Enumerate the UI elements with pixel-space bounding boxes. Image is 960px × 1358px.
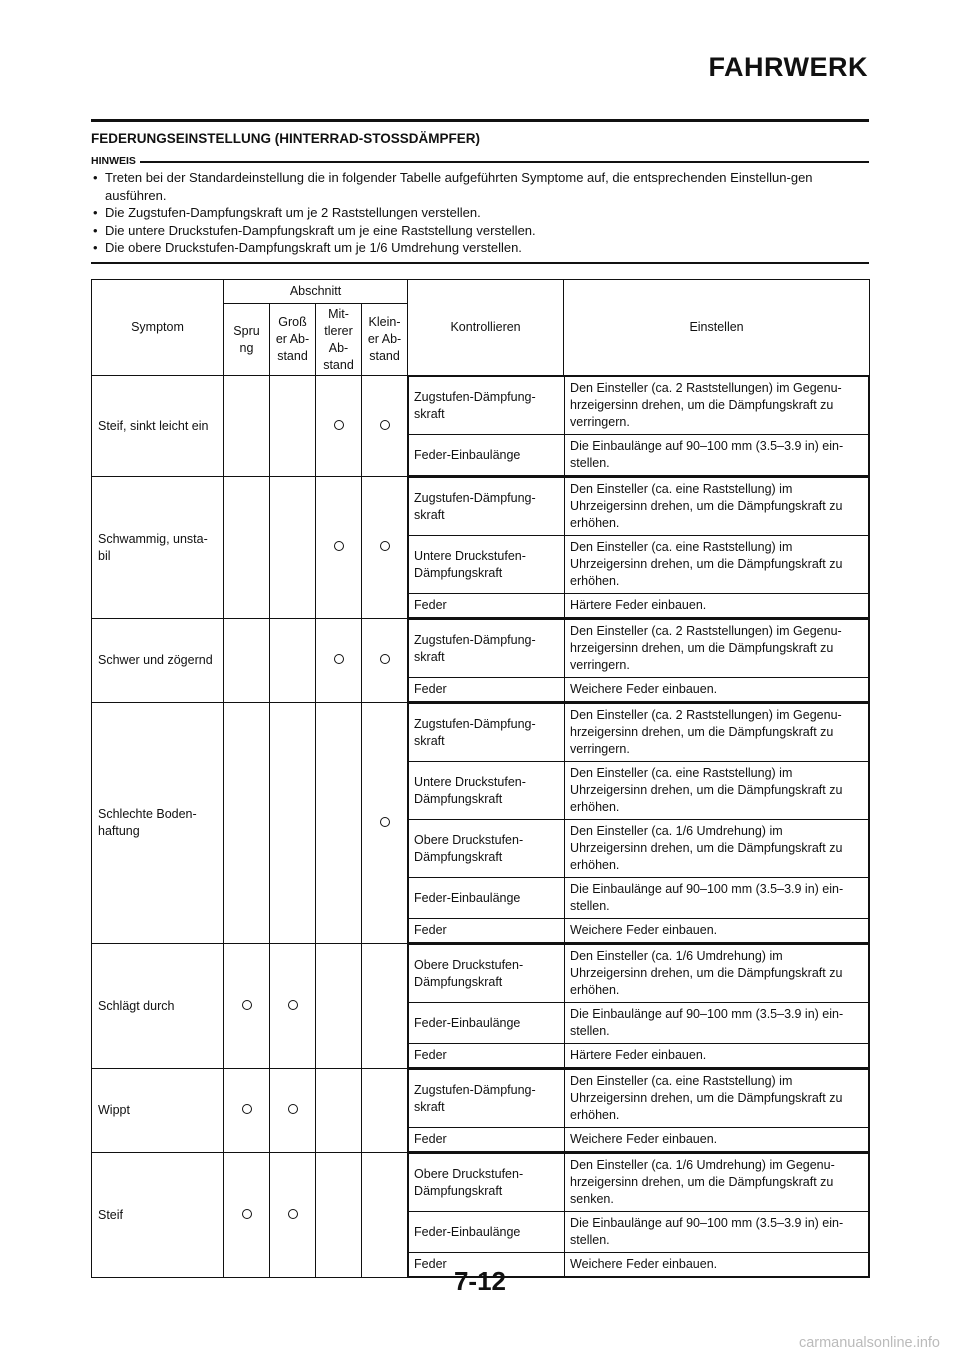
symptom-cell: Schlechte Boden-haftung: [92, 703, 224, 944]
check-adjust-list: [408, 1153, 869, 1277]
check-adjust-item: [409, 704, 869, 762]
section-mark-cell: [224, 944, 270, 1069]
note-list: [91, 169, 869, 257]
circle-icon: [288, 1104, 298, 1114]
section-mark-cell: [362, 376, 408, 477]
adjust-text: Den Einsteller (ca. 2 Raststellungen) im Gegenu-hrzeigersinn drehen, um die Dämpfungskraft zu verringern.: [565, 620, 869, 678]
adjust-text: Den Einsteller (ca. 1/6 Umdrehung) im Uhrzeigersinn drehen, um die Dämpfungskraft zu erhöhen.: [565, 945, 869, 1003]
check-text: Feder-Einbaulänge: [409, 1212, 565, 1253]
header-gross: Groß er Ab-stand: [270, 304, 316, 376]
header-kleiner: Klein-er Ab-stand: [362, 304, 408, 376]
circle-icon: [380, 654, 390, 664]
adjust-text: Härtere Feder einbauen.: [565, 1044, 869, 1068]
section-mark-cell: [362, 944, 408, 1069]
adjust-text: Weichere Feder einbauen.: [565, 1253, 869, 1277]
symptom-cell: Schlägt durch: [92, 944, 224, 1069]
note-item: • Treten bei der Standardeinstellung die in folgender Tabelle aufgeführten Symptome auf, die entsprechenden Einstellun-gen ausführen.: [91, 169, 869, 204]
note-label: HINWEIS: [91, 155, 136, 167]
circle-icon: [288, 1000, 298, 1010]
check-adjust-item: [409, 878, 869, 919]
check-adjust-list: [408, 703, 869, 943]
check-adjust-item: [409, 435, 869, 476]
check-adjust-item: [409, 1044, 869, 1068]
check-adjust-item: [409, 377, 869, 435]
header-sprung: Spru ng: [224, 304, 270, 376]
check-text: Obere Druckstufen-Dämpfungskraft: [409, 945, 565, 1003]
check-text: Obere Druckstufen-Dämpfungskraft: [409, 1154, 565, 1212]
section-mark-cell: [316, 619, 362, 703]
note-rule-top: [140, 161, 869, 163]
table-row: [92, 376, 870, 477]
circle-icon: [334, 541, 344, 551]
section-mark-cell: [316, 1069, 362, 1153]
adjust-text: Härtere Feder einbauen.: [565, 594, 869, 618]
check-text: Zugstufen-Dämpfung-skraft: [409, 704, 565, 762]
header-section: Abschnitt: [224, 280, 408, 304]
adjust-text: Die Einbaulänge auf 90–100 mm (3.5–3.9 in) ein-stellen.: [565, 878, 869, 919]
check-text: Feder-Einbaulänge: [409, 435, 565, 476]
section-mark-cell: [224, 1153, 270, 1278]
check-text: Feder-Einbaulänge: [409, 878, 565, 919]
adjust-text: Die Einbaulänge auf 90–100 mm (3.5–3.9 in) ein-stellen.: [565, 1003, 869, 1044]
check-text: Untere Druckstufen-Dämpfungskraft: [409, 536, 565, 594]
check-text: Untere Druckstufen-Dämpfungskraft: [409, 762, 565, 820]
section-mark-cell: [316, 376, 362, 477]
section-mark-cell: [270, 703, 316, 944]
header-mittlerer: Mit-tlerer Ab-stand: [316, 304, 362, 376]
section-mark-cell: [362, 619, 408, 703]
check-adjust-item: [409, 1154, 869, 1212]
table-row: [92, 619, 870, 703]
check-adjust-item: [409, 762, 869, 820]
check-adjust-cell: [408, 1069, 870, 1153]
check-adjust-item: [409, 919, 869, 943]
symptom-cell: Wippt: [92, 1069, 224, 1153]
check-adjust-cell: [408, 1153, 870, 1278]
adjust-text: Die Einbaulänge auf 90–100 mm (3.5–3.9 in) ein-stellen.: [565, 1212, 869, 1253]
check-adjust-cell: [408, 944, 870, 1069]
adjust-text: Weichere Feder einbauen.: [565, 919, 869, 943]
header-symptom: Symptom: [92, 280, 224, 376]
check-adjust-list: [408, 477, 869, 618]
section-mark-cell: [224, 376, 270, 477]
symptom-cell: Steif: [92, 1153, 224, 1278]
check-text: Zugstufen-Dämpfung-skraft: [409, 478, 565, 536]
table-row: [92, 1153, 870, 1278]
section-mark-cell: [362, 1153, 408, 1278]
check-text: Feder: [409, 1044, 565, 1068]
suspension-settings-table: [91, 279, 870, 1278]
note-item: • Die Zugstufen-Dampfungskraft um je 2 Raststellungen verstellen.: [91, 204, 869, 222]
check-adjust-item: [409, 1212, 869, 1253]
table-row: [92, 944, 870, 1069]
header-check: Kontrollieren: [408, 280, 564, 376]
check-adjust-list: [408, 1069, 869, 1152]
circle-icon: [334, 654, 344, 664]
circle-icon: [242, 1000, 252, 1010]
check-adjust-list: [408, 376, 869, 476]
section-mark-cell: [362, 477, 408, 619]
circle-icon: [288, 1209, 298, 1219]
section-mark-cell: [224, 619, 270, 703]
section-mark-cell: [316, 477, 362, 619]
check-adjust-item: [409, 678, 869, 702]
adjust-text: Den Einsteller (ca. eine Raststellung) im Uhrzeigersinn drehen, um die Dämpfungskraft zu erhöhen.: [565, 1070, 869, 1128]
page-number: 7-12: [453, 1266, 507, 1296]
circle-icon: [334, 420, 344, 430]
check-text: Feder: [409, 678, 565, 702]
adjust-text: Die Einbaulänge auf 90–100 mm (3.5–3.9 in) ein-stellen.: [565, 435, 869, 476]
symptom-cell: Steif, sinkt leicht ein: [92, 376, 224, 477]
adjust-text: Den Einsteller (ca. 1/6 Umdrehung) im Uhrzeigersinn drehen, um die Dämpfungskraft zu erhöhen.: [565, 820, 869, 878]
check-adjust-cell: [408, 703, 870, 944]
adjust-text: Den Einsteller (ca. 2 Raststellungen) im Gegenu-hrzeigersinn drehen, um die Dämpfungskraft zu verringern.: [565, 377, 869, 435]
check-adjust-item: [409, 1070, 869, 1128]
section-mark-cell: [316, 944, 362, 1069]
adjust-text: Den Einsteller (ca. eine Raststellung) im Uhrzeigersinn drehen, um die Dämpfungskraft zu erhöhen.: [565, 478, 869, 536]
check-text: Feder: [409, 594, 565, 618]
section-mark-cell: [270, 1069, 316, 1153]
check-text: Zugstufen-Dämpfung-skraft: [409, 620, 565, 678]
table-row: [92, 477, 870, 619]
check-adjust-list: [408, 944, 869, 1068]
check-adjust-cell: [408, 376, 870, 477]
section-mark-cell: [270, 944, 316, 1069]
check-adjust-item: [409, 536, 869, 594]
check-adjust-item: [409, 820, 869, 878]
check-text: Feder: [409, 1128, 565, 1152]
check-adjust-cell: [408, 619, 870, 703]
check-text: Feder: [409, 919, 565, 943]
watermark: carmanualsonline.info: [798, 1335, 940, 1351]
check-adjust-item: [409, 1128, 869, 1152]
check-adjust-item: [409, 478, 869, 536]
check-adjust-cell: [408, 477, 870, 619]
circle-icon: [242, 1104, 252, 1114]
check-adjust-item: [409, 1003, 869, 1044]
symptom-cell: Schwer und zögernd: [92, 619, 224, 703]
adjust-text: Den Einsteller (ca. 2 Raststellungen) im Gegenu-hrzeigersinn drehen, um die Dämpfungskraft zu verringern.: [565, 704, 869, 762]
table-body: [92, 376, 870, 1278]
check-text: Zugstufen-Dämpfung-skraft: [409, 1070, 565, 1128]
adjust-text: Den Einsteller (ca. eine Raststellung) im Uhrzeigersinn drehen, um die Dämpfungskraft zu erhöhen.: [565, 762, 869, 820]
circle-icon: [380, 420, 390, 430]
section-mark-cell: [270, 1153, 316, 1278]
section-mark-cell: [224, 477, 270, 619]
note-heading: [91, 155, 869, 167]
circle-icon: [380, 541, 390, 551]
header-adjust: Einstellen: [564, 280, 870, 376]
check-text: Zugstufen-Dämpfung-skraft: [409, 377, 565, 435]
adjust-text: Den Einsteller (ca. 1/6 Umdrehung) im Gegenu-hrzeigersinn drehen, um die Dämpfungskraft zu senken.: [565, 1154, 869, 1212]
section-mark-cell: [270, 376, 316, 477]
check-text: Obere Druckstufen-Dämpfungskraft: [409, 820, 565, 878]
header-rule: [91, 119, 869, 122]
check-text: Feder: [409, 1253, 565, 1277]
chapter-title: FAHRWERK: [708, 52, 868, 82]
section-mark-cell: [270, 619, 316, 703]
note-rule-bottom: [91, 262, 869, 264]
circle-icon: [380, 817, 390, 827]
check-adjust-list: [408, 619, 869, 702]
section-mark-cell: [362, 703, 408, 944]
note-item: • Die obere Druckstufen-Dampfungskraft um je 1/6 Umdrehung verstellen.: [91, 239, 869, 257]
adjust-text: Weichere Feder einbauen.: [565, 1128, 869, 1152]
section-mark-cell: [362, 1069, 408, 1153]
note-item: • Die untere Druckstufen-Dampfungskraft um je eine Raststellung verstellen.: [91, 222, 869, 240]
section-mark-cell: [270, 477, 316, 619]
symptom-cell: Schwammig, unsta-bil: [92, 477, 224, 619]
section-mark-cell: [316, 703, 362, 944]
section-mark-cell: [316, 1153, 362, 1278]
check-adjust-item: [409, 620, 869, 678]
section-title: FEDERUNGSEINSTELLUNG (HINTERRAD-STOSSDÄMPFER): [91, 131, 481, 146]
check-adjust-item: [409, 945, 869, 1003]
adjust-text: Den Einsteller (ca. eine Raststellung) im Uhrzeigersinn drehen, um die Dämpfungskraft zu erhöhen.: [565, 536, 869, 594]
circle-icon: [242, 1209, 252, 1219]
table-row: [92, 1069, 870, 1153]
note-box: [91, 155, 869, 257]
adjust-text: Weichere Feder einbauen.: [565, 678, 869, 702]
table-row: [92, 703, 870, 944]
check-adjust-item: [409, 594, 869, 618]
section-mark-cell: [224, 1069, 270, 1153]
section-mark-cell: [224, 703, 270, 944]
check-text: Feder-Einbaulänge: [409, 1003, 565, 1044]
